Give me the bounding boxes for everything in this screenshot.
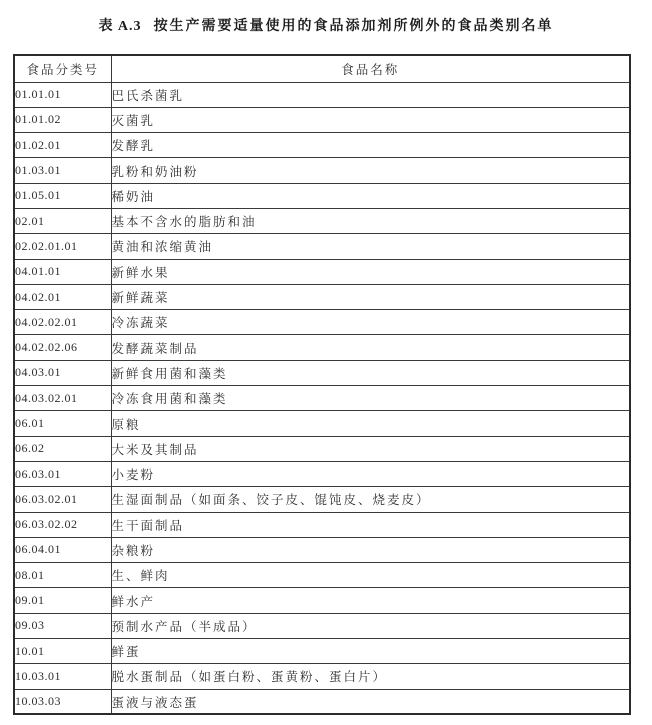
cell-food-category-code: 06.03.02.02 [14, 512, 111, 537]
cell-food-name: 小麦粉 [111, 461, 630, 486]
cell-food-category-code: 06.02 [14, 436, 111, 461]
table-row [14, 310, 630, 335]
cell-food-category-code: 09.03 [14, 613, 111, 638]
cell-food-name: 冷冻食用菌和藻类 [111, 386, 630, 411]
table-row [14, 613, 630, 638]
cell-food-category-code: 10.01 [14, 639, 111, 664]
table-row [14, 664, 630, 689]
table-row [14, 436, 630, 461]
cell-food-category-code: 01.03.01 [14, 158, 111, 183]
table-title-text: 按生产需要适量使用的食品添加剂所例外的食品类别名单 [153, 19, 554, 34]
cell-food-category-code: 08.01 [14, 563, 111, 588]
cell-food-category-code: 04.02.02.06 [14, 335, 111, 360]
table-body [14, 82, 630, 714]
table-row [14, 234, 630, 259]
table-row [14, 563, 630, 588]
cell-food-name: 原粮 [111, 411, 630, 436]
cell-food-name: 新鲜蔬菜 [111, 284, 630, 309]
table-row [14, 208, 630, 233]
cell-food-category-code: 06.03.01 [14, 461, 111, 486]
table-row [14, 284, 630, 309]
table-row [14, 411, 630, 436]
cell-food-name: 预制水产品（半成品） [111, 613, 630, 638]
cell-food-name: 脱水蛋制品（如蛋白粉、蛋黄粉、蛋白片） [111, 664, 630, 689]
food-category-table [13, 54, 631, 715]
cell-food-name: 新鲜食用菌和藻类 [111, 360, 630, 385]
cell-food-name: 乳粉和奶油粉 [111, 158, 630, 183]
table-row [14, 639, 630, 664]
cell-food-category-code: 09.01 [14, 588, 111, 613]
table-row [14, 689, 630, 714]
table-row [14, 183, 630, 208]
table-row [14, 360, 630, 385]
cell-food-category-code: 06.03.02.01 [14, 487, 111, 512]
page-title [0, 15, 652, 35]
cell-food-name: 巴氏杀菌乳 [111, 82, 630, 107]
cell-food-name: 生湿面制品（如面条、饺子皮、馄饨皮、烧麦皮） [111, 487, 630, 512]
table-row [14, 487, 630, 512]
cell-food-name: 新鲜水果 [111, 259, 630, 284]
cell-food-name: 基本不含水的脂肪和油 [111, 208, 630, 233]
cell-food-name: 鲜水产 [111, 588, 630, 613]
cell-food-category-code: 01.02.01 [14, 133, 111, 158]
cell-food-name: 黄油和浓缩黄油 [111, 234, 630, 259]
cell-food-category-code: 04.03.01 [14, 360, 111, 385]
cell-food-category-code: 01.01.02 [14, 107, 111, 132]
cell-food-name: 发酵蔬菜制品 [111, 335, 630, 360]
cell-food-name: 鲜蛋 [111, 639, 630, 664]
cell-food-name: 大米及其制品 [111, 436, 630, 461]
cell-food-name: 稀奶油 [111, 183, 630, 208]
cell-food-category-code: 06.01 [14, 411, 111, 436]
table-row [14, 512, 630, 537]
cell-food-name: 发酵乳 [111, 133, 630, 158]
cell-food-category-code: 10.03.01 [14, 664, 111, 689]
table-row [14, 259, 630, 284]
header-cell-food-name: 食品名称 [111, 55, 630, 82]
table-row [14, 588, 630, 613]
cell-food-category-code: 04.03.02.01 [14, 386, 111, 411]
cell-food-name: 生、鲜肉 [111, 563, 630, 588]
table-row [14, 335, 630, 360]
table-row [14, 82, 630, 107]
cell-food-category-code: 01.01.01 [14, 82, 111, 107]
cell-food-name: 冷冻蔬菜 [111, 310, 630, 335]
cell-food-category-code: 04.02.02.01 [14, 310, 111, 335]
header-cell-food-category-code: 食品分类号 [14, 55, 111, 82]
table-row [14, 461, 630, 486]
cell-food-category-code: 04.01.01 [14, 259, 111, 284]
header-row [14, 55, 630, 82]
table-number-label: 表 A.3 [98, 19, 142, 34]
cell-food-name: 杂粮粉 [111, 537, 630, 562]
cell-food-name: 蛋液与液态蛋 [111, 689, 630, 714]
cell-food-category-code: 02.01 [14, 208, 111, 233]
cell-food-category-code: 01.05.01 [14, 183, 111, 208]
table-row [14, 107, 630, 132]
cell-food-category-code: 04.02.01 [14, 284, 111, 309]
cell-food-category-code: 06.04.01 [14, 537, 111, 562]
table-row [14, 537, 630, 562]
table-header [14, 55, 630, 82]
table-row [14, 158, 630, 183]
cell-food-name: 生干面制品 [111, 512, 630, 537]
cell-food-category-code: 10.03.03 [14, 689, 111, 714]
table-row [14, 386, 630, 411]
cell-food-name: 灭菌乳 [111, 107, 630, 132]
cell-food-category-code: 02.02.01.01 [14, 234, 111, 259]
table-row [14, 133, 630, 158]
